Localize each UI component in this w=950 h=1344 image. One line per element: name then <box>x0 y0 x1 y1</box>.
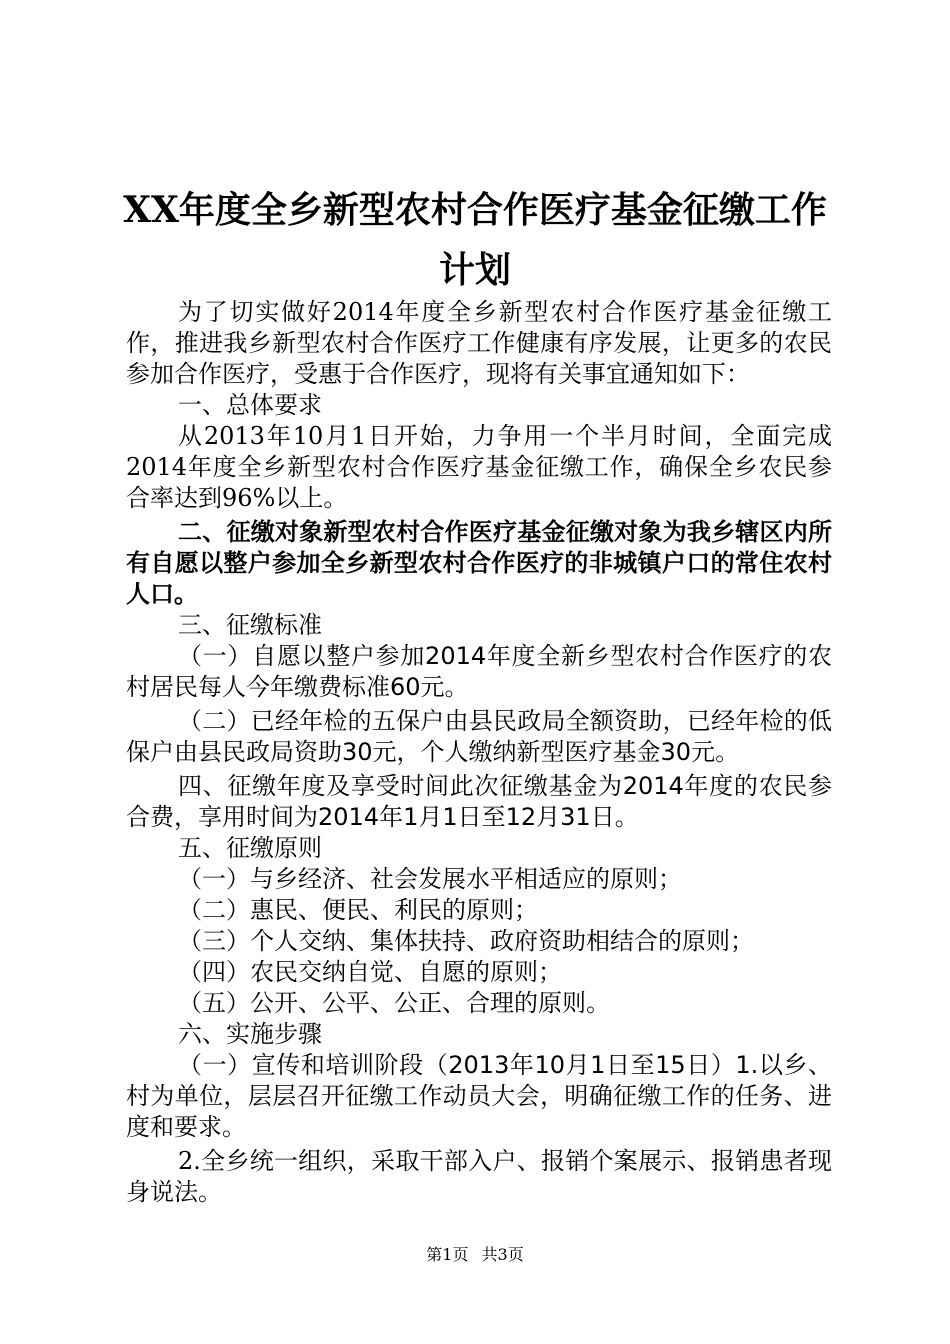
paragraph-step-2: 2.全乡统一组织，采取干部入户、报销个案展示、报销患者现身说法。 <box>126 1147 832 1206</box>
section-heading-implementation-steps: 六、实施步骤 <box>178 1020 322 1048</box>
paragraph-standard-2: （二）已经年检的五保户由县民政局全额资助，已经年检的低保户由县民政局资助30元，个人缴纳新型医疗基金30元。 <box>126 707 832 766</box>
paragraph-standard-1: （一）自愿以整户参加2014年度全新乡型农村合作医疗的农村居民每人今年缴费标准60元。 <box>126 642 832 701</box>
paragraph-collection-targets: 二、征缴对象新型农村合作医疗基金征缴对象为我乡辖区内所有自愿以整户参加全乡新型农村合作医疗的非城镇户口的常住农村人口。 <box>126 518 832 608</box>
intro-paragraph: 为了切实做好2014年度全乡新型农村合作医疗基金征缴工作，推进我乡新型农村合作医疗工作健康有序发展，让更多的农民参加合作医疗，受惠于合作医疗，现将有关事宜通知如下： <box>126 298 832 388</box>
paragraph-collection-year: 四、征缴年度及享受时间此次征缴基金为2014年度的农民参合费，享用时间为2014年1月1日至12月31日。 <box>126 772 832 831</box>
document-title-line-2: 计划 <box>438 249 511 291</box>
document-title-line-1: XX年度全乡新型农村合作医疗基金征缴工作 <box>123 189 827 231</box>
principle-item-3: （三）个人交纳、集体扶持、政府资助相结合的原则； <box>178 927 754 955</box>
paragraph-overall-requirements: 从2013年10月1日开始，力争用一个半月时间，全面完成2014年度全乡新型农村合作医疗基金征缴工作，确保全乡农民参合率达到96%以上。 <box>126 422 832 512</box>
page-footer <box>0 1245 950 1265</box>
page-total: 共3页 <box>481 1245 524 1264</box>
paragraph-step-1: （一）宣传和培训阶段（2013年10月1日至15日）1.以乡、村为单位，层层召开征缴工作动员大会，明确征缴工作的任务、进度和要求。 <box>126 1051 832 1141</box>
principle-item-4: （四）农民交纳自觉、自愿的原则； <box>178 958 562 986</box>
section-heading-collection-principles: 五、征缴原则 <box>178 834 322 862</box>
section-heading-collection-standards: 三、征缴标准 <box>178 611 322 639</box>
page-number: 第1页 <box>426 1245 469 1264</box>
section-heading-overall-requirements: 一、总体要求 <box>178 391 322 419</box>
document-body <box>126 297 832 1208</box>
principle-item-1: （一）与乡经济、社会发展水平相适应的原则； <box>178 865 682 893</box>
principle-item-2: （二）惠民、便民、利民的原则； <box>178 896 538 924</box>
principle-item-5: （五）公开、公平、公正、合理的原则。 <box>178 989 610 1017</box>
